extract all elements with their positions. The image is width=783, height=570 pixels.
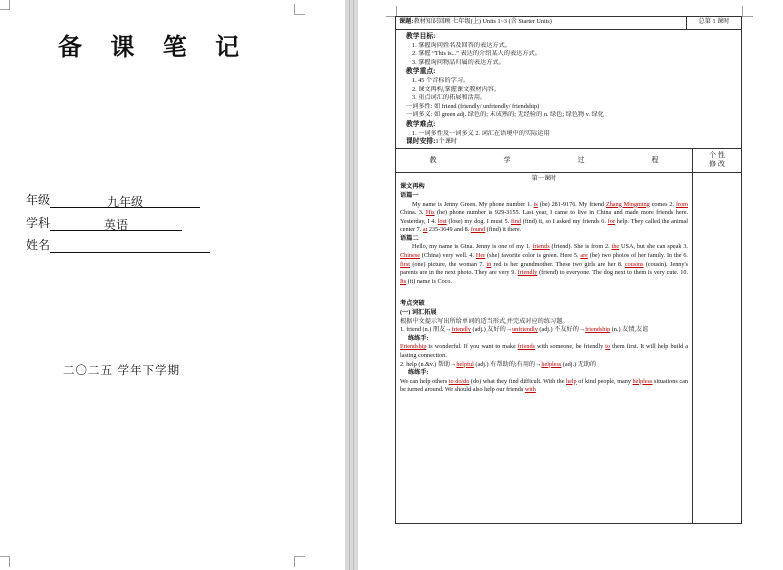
- page-corner-mark: [294, 556, 305, 567]
- process-body: [396, 173, 741, 524]
- key-point-item: 2. 课文再构,掌握课文教材内容。: [412, 85, 501, 93]
- vocab-intro: 根据中文提示写出所给单词的适当形式,并完成对应的练习题。: [400, 317, 569, 325]
- hours-label: 课时安排:: [406, 138, 436, 146]
- vocab-title: (一) 词汇拓展: [400, 309, 437, 317]
- answer-blank: first: [400, 260, 410, 268]
- answer-blank: Zhang Mingming: [605, 200, 650, 208]
- answer-blank: find: [510, 217, 521, 225]
- topic-label: 课题:: [399, 18, 414, 25]
- page-corner-mark: [0, 556, 10, 567]
- grade-label: 年级: [26, 193, 51, 207]
- answer-blank: lost: [437, 217, 447, 225]
- answer-blank: friends: [517, 343, 535, 351]
- answer-blank: unfriendly: [512, 326, 538, 334]
- answer-blank: Its: [400, 277, 407, 285]
- process-header-row: [396, 149, 741, 173]
- rebuild-title: 课文再构: [400, 183, 425, 191]
- goal-item: 3. 掌握询问物品归属的表达方式。: [412, 58, 505, 66]
- answer-blank: is: [533, 200, 538, 208]
- key-point-item: 一词多性: 如 friend (friendly/ unfriendly/ friendship): [406, 102, 540, 110]
- period-title: 第一课时: [531, 174, 557, 182]
- semester-text: 二〇二五 学年下学期: [63, 363, 181, 377]
- answer-blank: found: [470, 226, 486, 234]
- answer-blank: cousins: [624, 260, 644, 268]
- grade-value[interactable]: 九年级: [50, 193, 200, 208]
- answer-blank: the: [611, 243, 620, 251]
- answer-blank: helpless: [541, 360, 562, 368]
- text1-title: 语篇一: [400, 191, 419, 199]
- answer-blank: in: [486, 260, 492, 268]
- revise-label: 修 改: [709, 160, 725, 169]
- text2-title: 语篇二: [400, 234, 419, 242]
- answer-blank: for: [607, 217, 615, 225]
- practice-title: 练练手:: [408, 369, 429, 377]
- page-corner-mark: [742, 6, 753, 17]
- answer-blank: friendship: [585, 326, 611, 334]
- text2-paragraph: Hello, my name is Gina. Jenny is one of my 1. friends (friend). She is from 2. the USA, but she can speak 3. Chinese (China) very well. 4. Her (she) favorite color is green. Here 5. are (be) two photos of her family. In the 6. first (one) picture, the woman 7. in red is her grandmother. These two girls are her 8. cousins (cousin). Jenny's parents are in the next photo. They are very 9. friendly (friend) to everyone. The dog next to them is very cute. 10. Its (it) name is Coco.: [400, 243, 689, 285]
- revise-label: 个 性: [709, 151, 725, 160]
- answer-blank: helpless: [632, 377, 653, 385]
- answer-blank: Friendship: [400, 343, 427, 351]
- answer-blank: at: [422, 226, 428, 234]
- answer-blank: with: [524, 386, 536, 394]
- page-gap: [345, 0, 358, 570]
- process-char: 过: [577, 155, 585, 164]
- name-label: 姓名: [26, 238, 51, 252]
- answer-blank: to: [605, 343, 611, 351]
- answer-blank: are: [580, 252, 588, 260]
- cover-title: 备 课 笔 记: [58, 32, 250, 61]
- answer-blank: His: [425, 209, 435, 217]
- practice-title: 练练手:: [408, 334, 429, 342]
- key-point-item: 一词多义: 如 green adj. 绿色的; 未成熟的; 无经验的 n. 绿色; 绿色物 v. 绿化: [406, 111, 604, 119]
- answer-blank: friendly: [517, 269, 538, 277]
- practice-paragraph: Friendship is wonderful. If you want to make friends with someone, be friendly to them first. It will help build a lasting connection.: [400, 343, 688, 359]
- answer-blank: Her: [475, 252, 486, 260]
- name-field: [26, 236, 210, 253]
- process-char: 学: [503, 155, 511, 164]
- page-corner-mark: [294, 4, 305, 15]
- vocab-item: 1. friend (n.) 朋友→friendly (adj.) 友好的→unfriendly (adj.) 不友好的→friendship (n.) 友情,友谊: [400, 326, 649, 334]
- answer-blank: friendly: [451, 326, 471, 334]
- difficult-title: 教学难点:: [406, 120, 436, 128]
- answer-blank: Chinese: [400, 252, 420, 260]
- subject-field: [26, 214, 182, 231]
- key-point-item: 3. 重点词汇的拓展和活用。: [412, 94, 487, 102]
- exam-title: 考点突破: [400, 300, 425, 308]
- total-hours: 总第 1 课时: [698, 18, 730, 25]
- lesson-page: [358, 0, 783, 570]
- difficult-text: 1. 一词多性及一词多义 2. 词汇在语境中的实际运用: [412, 129, 550, 137]
- subject-label: 学科: [26, 216, 51, 230]
- hours-value: 1个课时: [435, 138, 458, 146]
- name-value[interactable]: [50, 238, 210, 253]
- answer-blank: to do/do: [448, 377, 470, 385]
- topic-text: 教材知识回顾 七年级(上) Units 1~3 (含 Starter Units): [413, 18, 552, 25]
- page-corner-mark: [0, 0, 10, 10]
- text1-paragraph: My name is Jenny Green. My phone number 1. is (be) 281-9176. My friend Zhang Mingming comes 2. from China. 3. His (he) phone number is 929-3155. Last year, I came to live in China and made more friends here. Yesterday, I 4. lost (lose) my dog. I must 5. find (find) it, so I asked my friends 6. for help. They called the animal center 7. at 235-3649 and 8. found (find) it there.: [400, 200, 689, 234]
- answer-blank: helpful: [456, 360, 474, 368]
- process-char: 教: [429, 155, 437, 164]
- lesson-info: [396, 30, 741, 149]
- goals-title: 教学目标:: [406, 33, 436, 40]
- answer-blank: help: [565, 377, 577, 385]
- subject-value[interactable]: 英语: [50, 216, 182, 231]
- revision-column: [693, 173, 741, 524]
- goal-item: 2. 掌握 “This is...” 表达的介绍某人的表达方式。: [412, 50, 541, 58]
- lesson-table: [395, 16, 742, 524]
- vocab-item: 2. help (n.&v.) 帮助→helpful (adj.) 有帮助的;有用的→helpless (adj.) 无助的: [400, 360, 597, 368]
- answer-blank: friends: [532, 243, 550, 251]
- process-char: 程: [651, 155, 659, 164]
- key-points-title: 教学重点:: [406, 68, 436, 76]
- lesson-header-row: [396, 17, 741, 30]
- cover-page: [0, 0, 345, 570]
- goal-item: 1. 掌握询问姓名及回答的表达方式。: [412, 41, 511, 49]
- grade-field: [26, 191, 200, 208]
- answer-blank: from: [675, 200, 688, 208]
- practice-paragraph: We can help others to do/do (do) what they find difficult. With the help of kind people, many helpless situations can be turned around. We should also help our friends with: [400, 377, 688, 394]
- key-point-item: 1. 45 个音标的学习。: [412, 76, 470, 84]
